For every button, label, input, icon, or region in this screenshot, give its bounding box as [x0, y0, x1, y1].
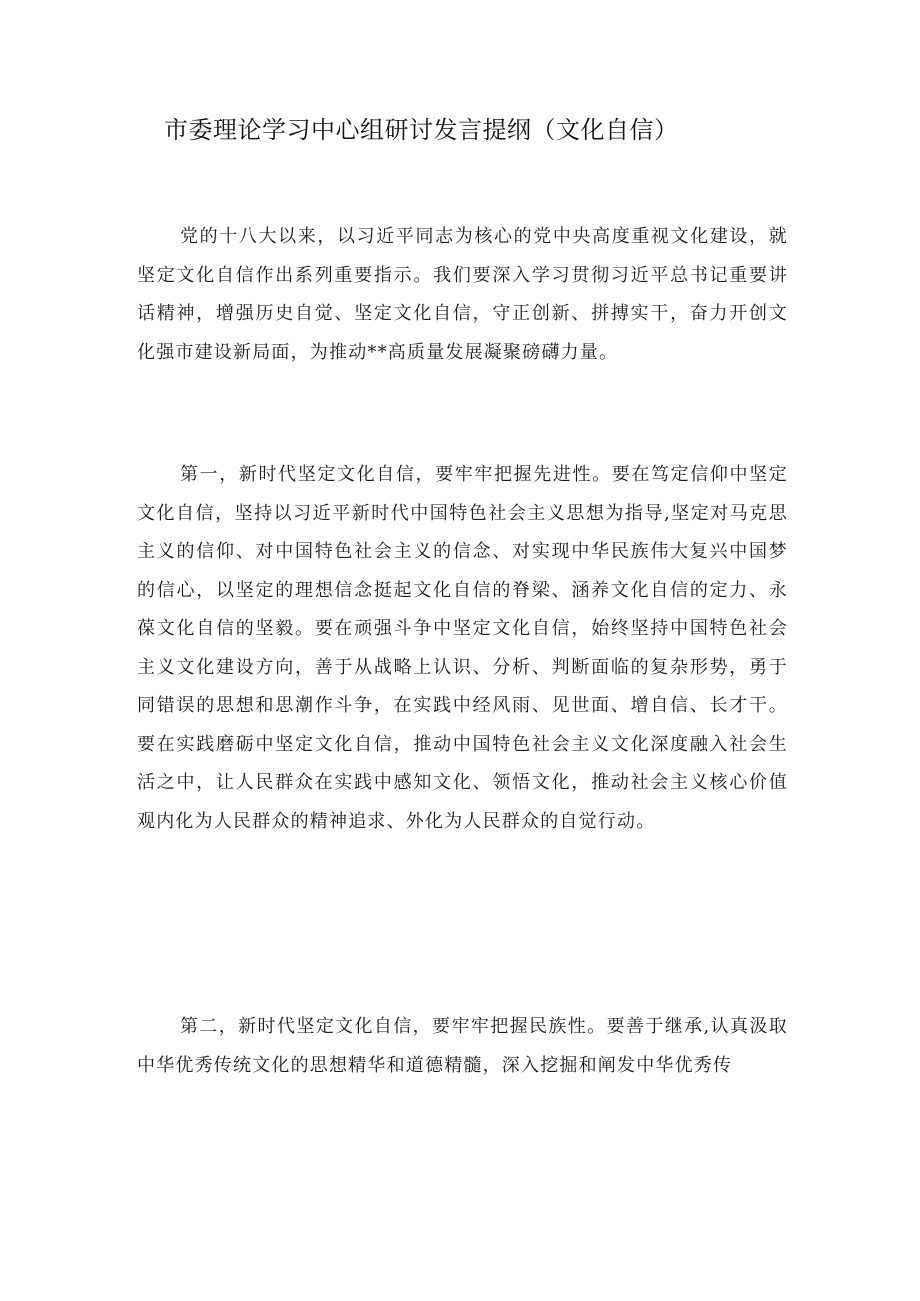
document-title: 市委理论学习中心组研讨发言提纲（文化自信）	[164, 116, 679, 144]
paragraph-intro: 党的十八大以来，以习近平同志为核心的党中央高度重视文化建设，就坚定文化自信作出系列重要指示。我们要深入学习贯彻习近平总书记重要讲话精神，增强历史自觉、坚定文化自信，守正创新、拼搏实干，奋力开创文化强市建设新局面，为推动**高质量发展凝聚磅礴力量。	[137, 226, 788, 363]
paragraph-second-point: 第二，新时代坚定文化自信，要牢牢把握民族性。要善于继承,认真汲取中华优秀传统文化的思想精华和道德精髓，深入挖掘和阐发中华优秀传	[137, 1016, 788, 1076]
paragraph-first-point: 第一，新时代坚定文化自信，要牢牢把握先进性。要在笃定信仰中坚定文化自信，坚持以习近平新时代中国特色社会主义思想为指导,坚定对马克思主义的信仰、对中国特色社会主义的信念、对实现中华民族伟大复兴中国梦的信心，以坚定的理想信念挺起文化自信的脊梁、涵养文化自信的定力、永葆文化自信的坚毅。要在顽强斗争中坚定文化自信，始终坚持中国特色社会主义文化建设方向，善于从战略上认识、分析、判断面临的复杂形势，勇于同错误的思想和思潮作斗争，在实践中经风雨、见世面、增自信、长才干。要在实践磨砺中坚定文化自信，推动中国特色社会主义文化深度融入社会生活之中，让人民群众在实践中感知文化、领悟文化，推动社会主义核心价值观内化为人民群众的精神追求、外化为人民群众的自觉行动。	[137, 464, 788, 832]
